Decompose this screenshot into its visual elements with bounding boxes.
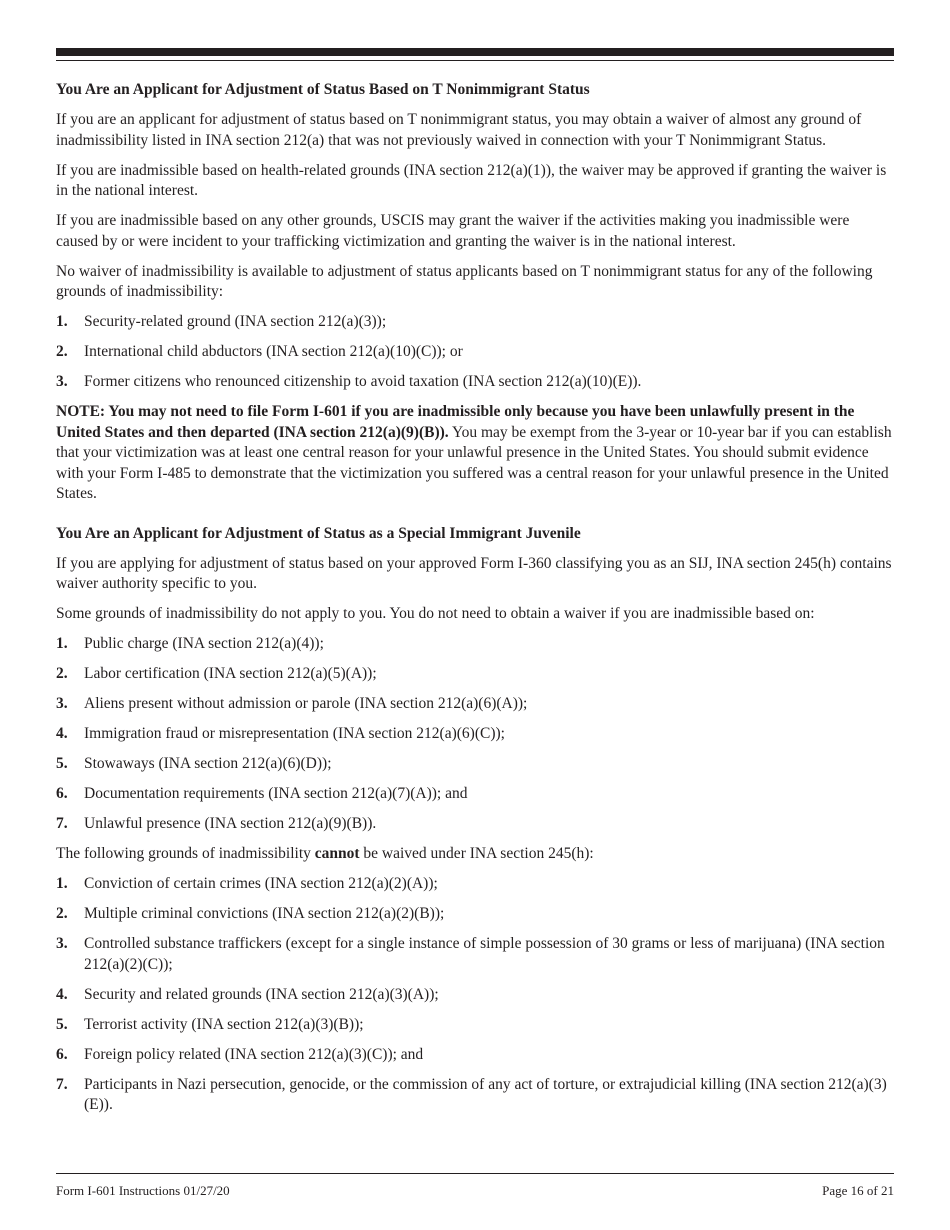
list-item: [56, 934, 894, 975]
list-item: [56, 874, 894, 895]
list-number: 7.: [56, 1075, 68, 1093]
section-heading-t-nonimmigrant: You Are an Applicant for Adjustment of Status Based on T Nonimmigrant Status: [56, 81, 590, 98]
list-item: [56, 1045, 894, 1066]
list-text: Public charge (INA section 212(a)(4));: [84, 635, 324, 652]
list-number: 7.: [56, 815, 68, 832]
list-number: 1.: [56, 313, 68, 330]
paragraph: Some grounds of inadmissibility do not apply to you. You do not need to obtain a waiver if you are inadmissible based on:: [56, 605, 815, 622]
no-waiver-grounds-list: [56, 312, 894, 393]
list-text: Unlawful presence (INA section 212(a)(9)(B)).: [84, 815, 377, 832]
paragraph: If you are applying for adjustment of status based on your approved Form I-360 classifying you as an SIJ, INA section 245(h) contains waiver authority specific to you.: [56, 554, 892, 592]
list-text: Participants in Nazi persecution, genocide, or the commission of any act of torture, or extrajudicial killing (INA section 212(a)(3)(E)).: [84, 1075, 887, 1113]
list-item: [56, 754, 894, 775]
list-item: [56, 784, 894, 805]
list-text: Controlled substance traffickers (except for a single instance of simple possession of 30 grams or less of marijuana) (INA section 212(a)(2)(C));: [84, 935, 885, 973]
list-item: [56, 312, 894, 333]
note-bold: NOTE: You may not need to file Form I-601 if you are inadmissible only because you have been unlawfully present in the United States and then departed (INA section 212(a)(9)(B)).: [56, 403, 855, 441]
list-text: Stowaways (INA section 212(a)(6)(D));: [84, 755, 332, 772]
list-text: Conviction of certain crimes (INA section 212(a)(2)(A));: [84, 875, 438, 892]
cannot-waive-intro: [56, 844, 894, 865]
list-item: [56, 1015, 894, 1036]
list-number: 5.: [56, 1015, 68, 1033]
list-number: 4.: [56, 985, 68, 1003]
paragraph: If you are an applicant for adjustment of status based on T nonimmigrant status, you may obtain a waiver of almost any ground of inadmissibility listed in INA section 212(a) that was not previously waived in connection with your T Nonimmigrant Status.: [56, 111, 862, 149]
intro-pre: The following grounds of inadmissibility: [56, 845, 315, 862]
cannot-waive-grounds-list: [56, 874, 894, 1116]
list-number: 4.: [56, 725, 68, 742]
list-number: 1.: [56, 635, 68, 652]
footer-form-id: Form I-601 Instructions 01/27/20: [56, 1183, 230, 1198]
list-text: Immigration fraud or misrepresentation (INA section 212(a)(6)(C));: [84, 725, 505, 742]
list-item: [56, 1075, 894, 1116]
note-text: You may be exempt from the 3-year or 10-year bar if you can establish that your victimization was at least one central reason for your unlawful presence in the United States. You should submit evidence with your Form I-485 to demonstrate that the victimization you suffered was a central reason for your unlawful presence in the United States.: [56, 423, 892, 502]
list-number: 1.: [56, 875, 68, 892]
list-number: 3.: [56, 373, 68, 390]
section-heading-sij: You Are an Applicant for Adjustment of Status as a Special Immigrant Juvenile: [56, 524, 581, 542]
list-item: [56, 342, 894, 363]
list-text: Terrorist activity (INA section 212(a)(3)(B));: [84, 1015, 364, 1033]
page-content: [56, 80, 894, 1125]
intro-post: be waived under INA section 245(h):: [359, 845, 594, 862]
list-text: International child abductors (INA section 212(a)(10)(C)); or: [84, 343, 463, 360]
list-item: [56, 904, 894, 925]
list-number: 3.: [56, 935, 68, 952]
list-number: 5.: [56, 755, 68, 772]
list-text: Security and related grounds (INA section 212(a)(3)(A));: [84, 985, 439, 1003]
list-item: [56, 372, 894, 393]
list-number: 2.: [56, 665, 68, 682]
paragraph: No waiver of inadmissibility is available to adjustment of status applicants based on T nonimmigrant status for any of the following grounds of inadmissibility:: [56, 262, 873, 300]
list-item: [56, 985, 894, 1006]
header-rule-thick: [56, 48, 894, 56]
not-applicable-grounds-list: [56, 634, 894, 835]
footer-page-number: Page 16 of 21: [822, 1183, 894, 1198]
list-number: 2.: [56, 905, 68, 922]
note-paragraph: [56, 402, 894, 505]
intro-bold: cannot: [314, 845, 360, 862]
list-text: Former citizens who renounced citizenship to avoid taxation (INA section 212(a)(10)(E)).: [84, 373, 642, 390]
list-number: 6.: [56, 1045, 68, 1063]
list-text: Aliens present without admission or parole (INA section 212(a)(6)(A));: [84, 695, 528, 712]
paragraph: If you are inadmissible based on any other grounds, USCIS may grant the waiver if the activities making you inadmissible were caused by or were incident to your trafficking victimization and granting the waiver is in the national interest.: [56, 212, 850, 250]
list-text: Security-related ground (INA section 212(a)(3));: [84, 313, 387, 330]
list-text: Foreign policy related (INA section 212(a)(3)(C)); and: [84, 1045, 424, 1063]
list-number: 3.: [56, 695, 68, 712]
list-number: 2.: [56, 343, 68, 360]
list-item: [56, 664, 894, 685]
document-page: [56, 0, 894, 1230]
list-text: Labor certification (INA section 212(a)(5)(A));: [84, 665, 377, 682]
footer-rule: [56, 1173, 894, 1174]
list-item: [56, 634, 894, 655]
page-footer: [56, 1183, 894, 1199]
list-number: 6.: [56, 785, 68, 802]
list-item: [56, 724, 894, 745]
list-item: [56, 814, 894, 835]
header-rule-thin: [56, 60, 894, 61]
list-text: Documentation requirements (INA section 212(a)(7)(A)); and: [84, 785, 468, 802]
list-text: Multiple criminal convictions (INA section 212(a)(2)(B));: [84, 905, 445, 922]
list-item: [56, 694, 894, 715]
paragraph: If you are inadmissible based on health-related grounds (INA section 212(a)(1)), the waiver may be approved if granting the waiver is in the national interest.: [56, 161, 887, 199]
